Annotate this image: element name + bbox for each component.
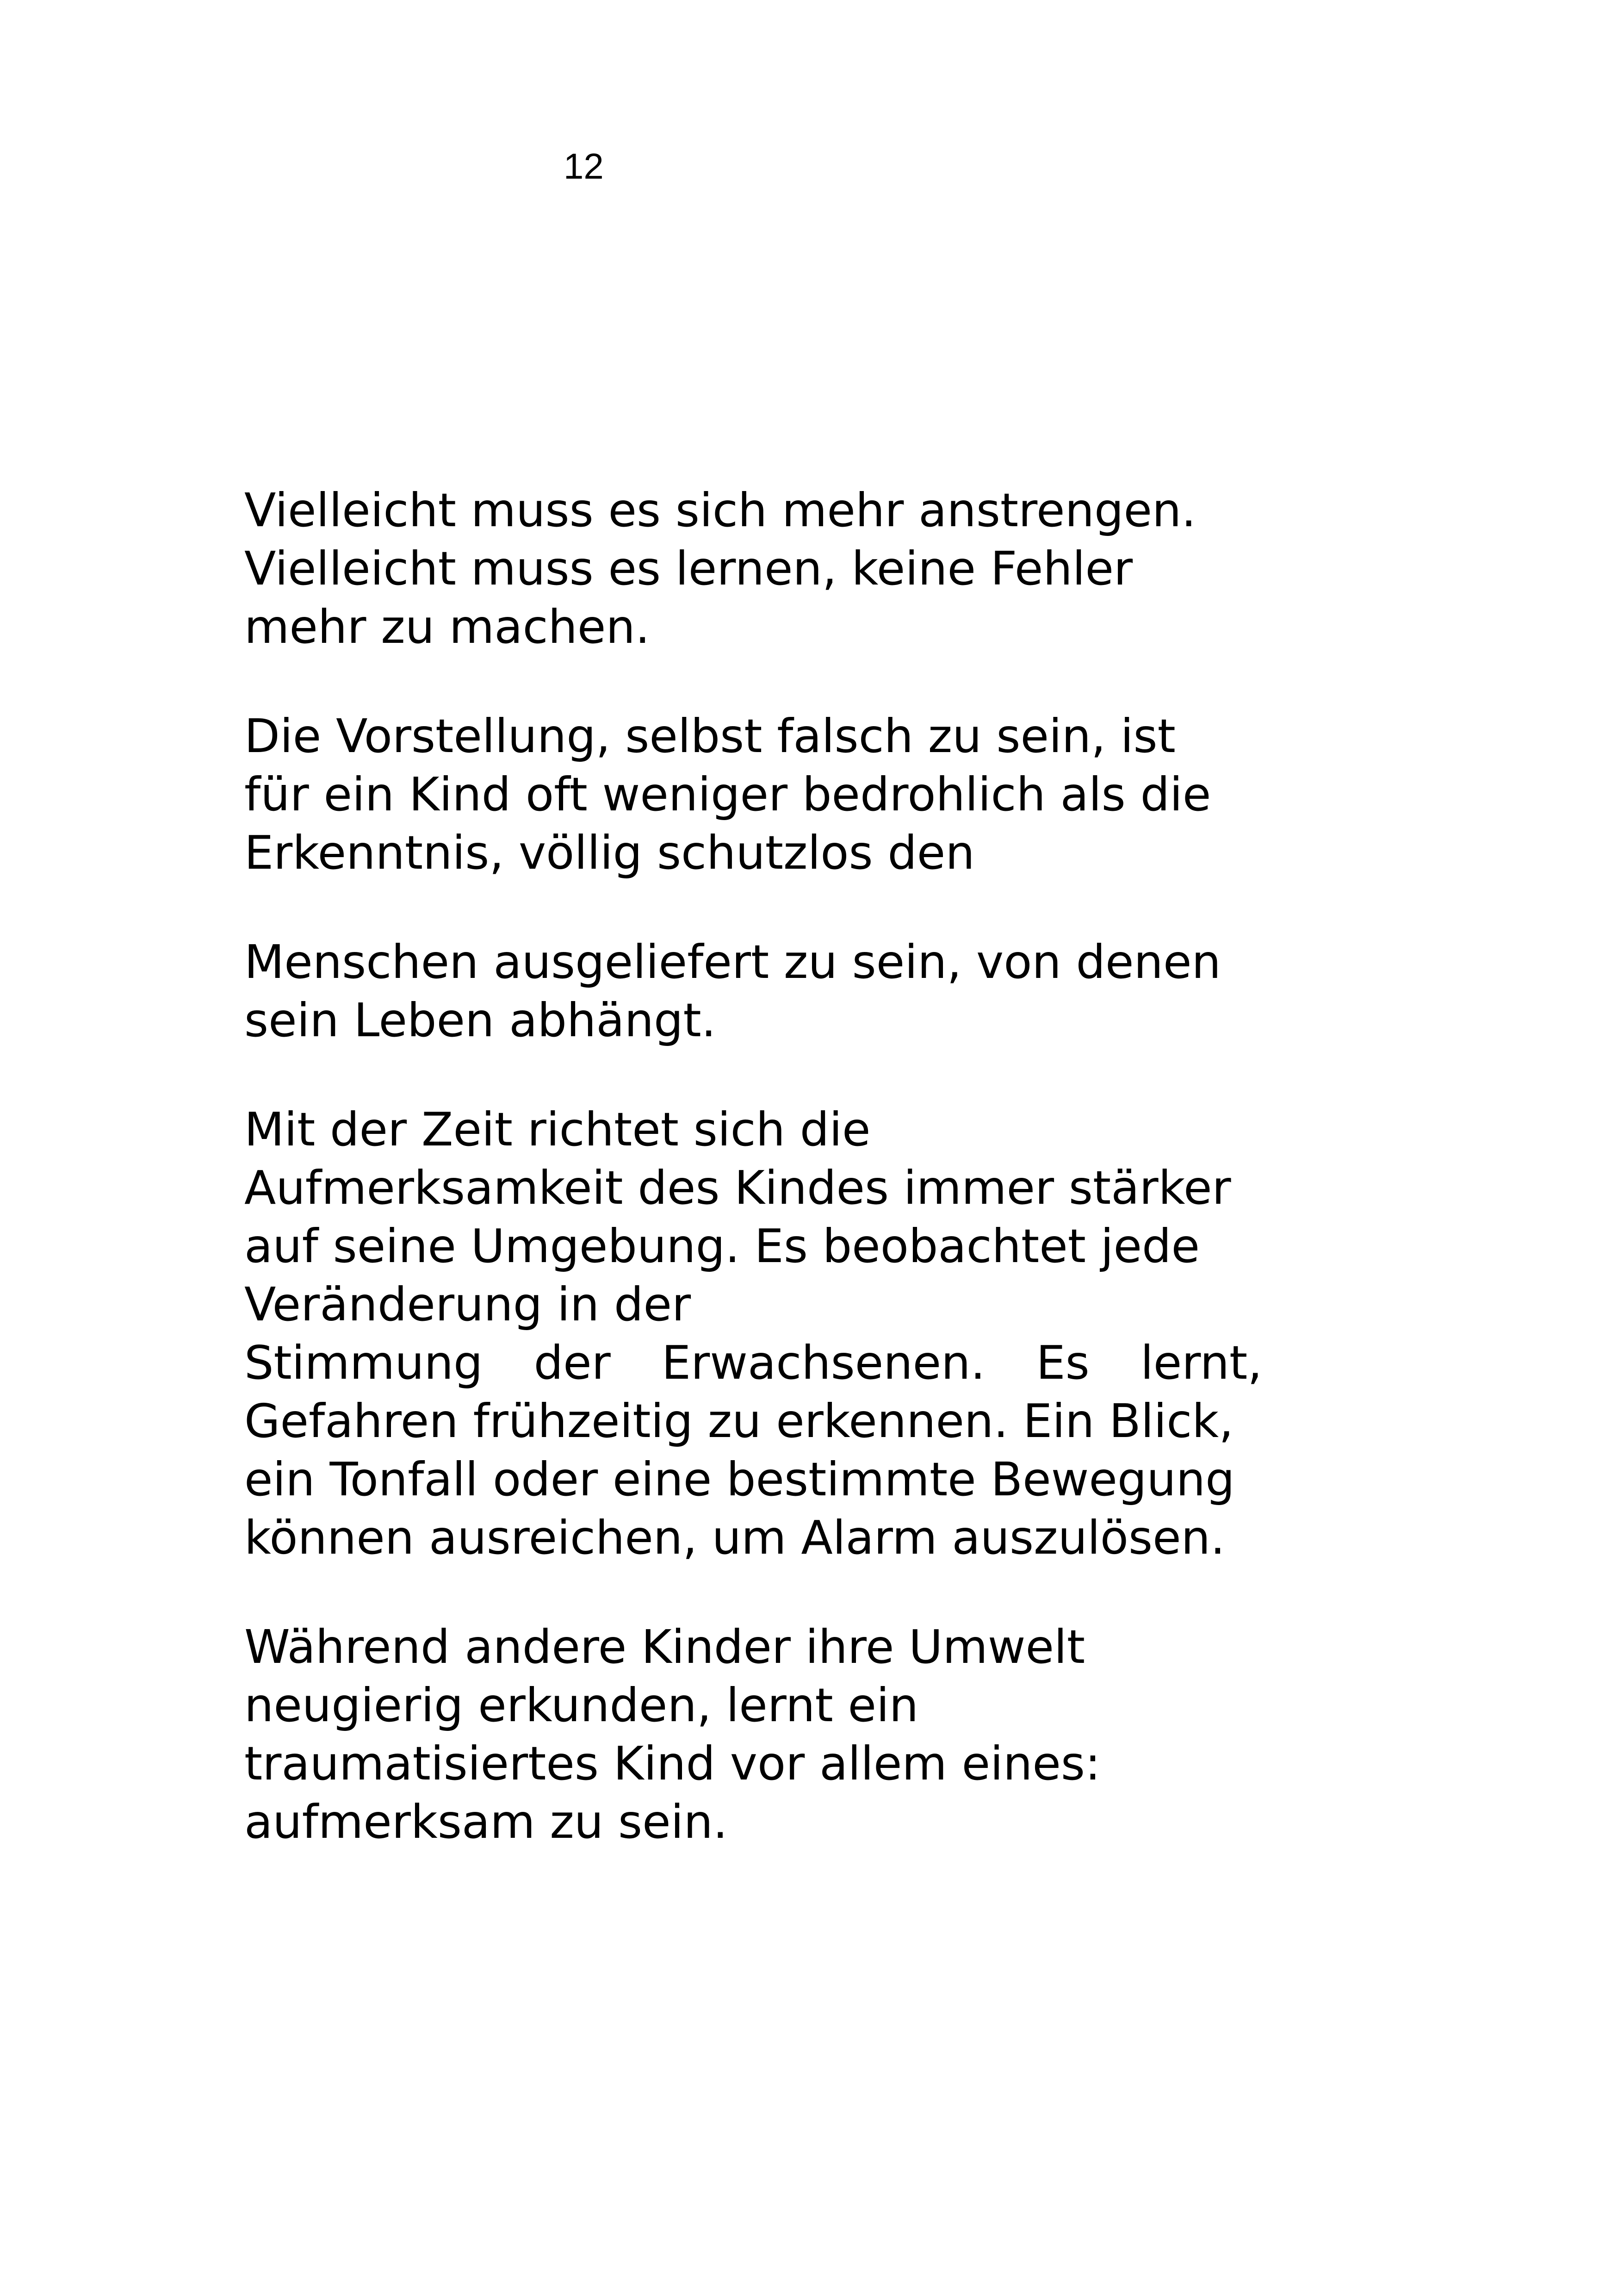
paragraph-2 <box>244 707 1262 882</box>
word: der <box>533 1336 611 1390</box>
paragraph-5 <box>244 1618 1262 1851</box>
text-line: Veränderung in der <box>244 1277 691 1332</box>
text-line: für ein Kind oft weniger bedrohlich als die <box>244 767 1211 821</box>
text-line: traumatisiertes Kind vor allem eines: <box>244 1736 1101 1791</box>
justified-text-line <box>244 1334 1262 1392</box>
text-line: Die Vorstellung, selbst falsch zu sein, ist <box>244 709 1176 763</box>
text-line: Menschen ausgeliefert zu sein, von denen <box>244 935 1221 989</box>
word: Es <box>1036 1336 1090 1390</box>
text-line: aufmerksam zu sein. <box>244 1795 728 1849</box>
word: lernt, <box>1140 1336 1262 1390</box>
text-line: Aufmerksamkeit des Kindes immer stärker <box>244 1161 1231 1215</box>
text-line: ein Tonfall oder eine bestimmte Bewegung <box>244 1452 1235 1506</box>
paragraph-3 <box>244 933 1262 1050</box>
text-line: Erkenntnis, völlig schutzlos den <box>244 826 975 880</box>
text-line: Vielleicht muss es lernen, keine Fehler <box>244 541 1133 596</box>
word: Erwachsenen. <box>661 1336 986 1390</box>
text-line: sein Leben abhängt. <box>244 993 716 1047</box>
text-line: auf seine Umgebung. Es beobachtet jede <box>244 1219 1200 1273</box>
paragraph-1 <box>244 481 1262 656</box>
text-line: Gefahren frühzeitig zu erkennen. Ein Blick, <box>244 1394 1234 1448</box>
text-line: neugierig erkunden, lernt ein <box>244 1678 919 1732</box>
word: Stimmung <box>244 1336 483 1390</box>
text-line: können ausreichen, um Alarm auszulösen. <box>244 1511 1225 1565</box>
page-number: 12 <box>564 146 604 187</box>
body-text <box>244 481 1262 1851</box>
text-line: mehr zu machen. <box>244 600 650 654</box>
text-line: Vielleicht muss es sich mehr anstrengen. <box>244 483 1196 537</box>
paragraph-4 <box>244 1101 1262 1567</box>
text-line: Während andere Kinder ihre Umwelt <box>244 1620 1085 1674</box>
text-line: Mit der Zeit richtet sich die <box>244 1102 871 1157</box>
